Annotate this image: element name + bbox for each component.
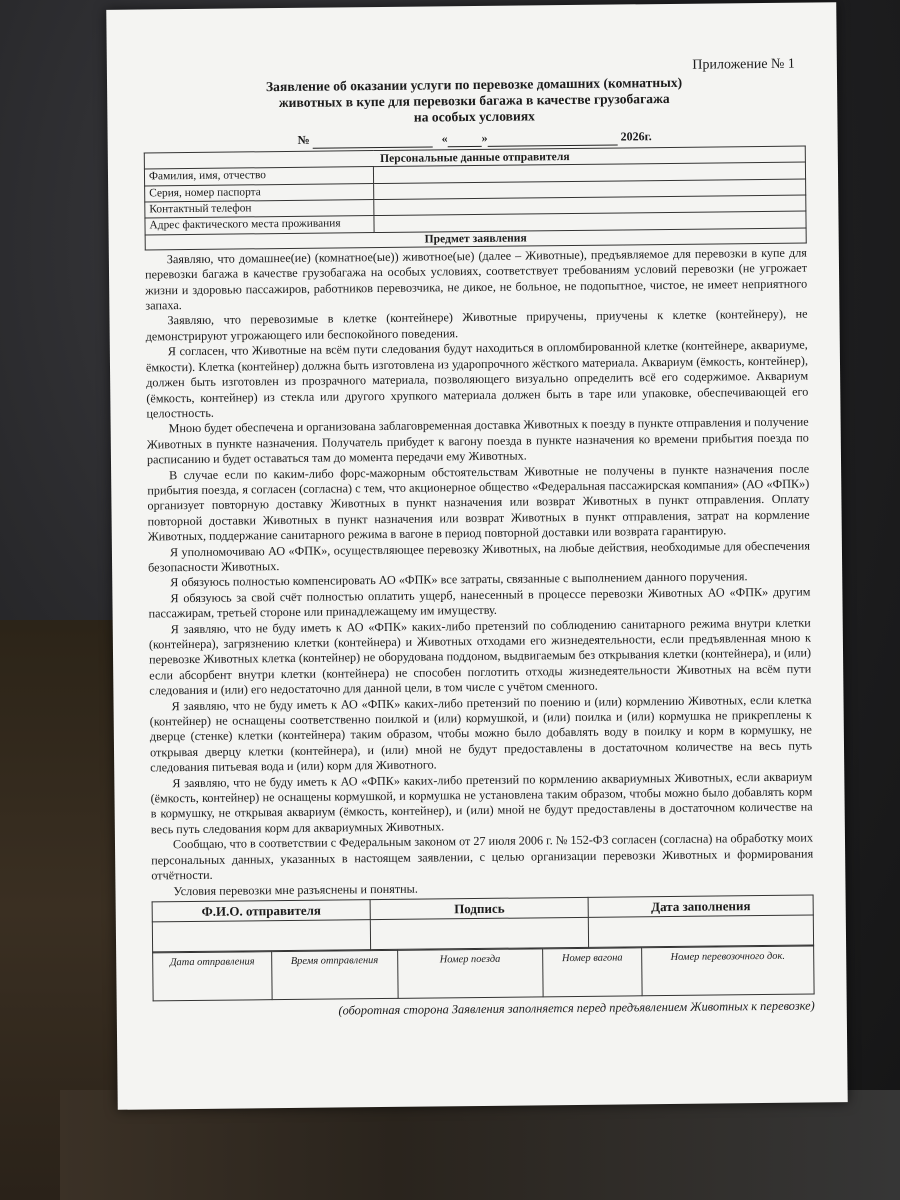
departure-time-cell[interactable] [272, 951, 398, 1000]
paragraph: Я обязуюсь полностью компенсировать АО «ФПК» все затраты, связанные с выполнением данного поручения. [170, 569, 748, 590]
fill-date-field[interactable] [589, 915, 814, 947]
paragraph: Мною будет обеспечена и организована заблаговременная доставка Животных к поезду в пункте отправления и получение Животных в пункте назначения. Получатель прибудет к вагону поезда в пункте назначения ко времени прибытия поезда по расписанию и будет оставаться там до момента передачи ему Животных. [146, 414, 809, 467]
declaration-body [145, 245, 814, 899]
subject-header: Предмет заявления [145, 228, 807, 250]
number-sign: № [297, 133, 310, 148]
day-blank[interactable] [448, 146, 482, 147]
number-blank[interactable] [313, 146, 433, 148]
title-line: животных в купе для перевозки багажа в качестве грузобагажа [278, 91, 670, 111]
paragraph: Я согласен, что Животные на всём пути следования будут находиться в опломбированной клетке (контейнере, аквариуме, ёмкости). Клетка (контейнер) должна быть изготовлена из ударопрочного жёсткого материала. Аквариум (ёмкость, контейнер), должен быть изготовлен из прозрачного материала, позволяющего визуально определить всё его содержимое. Аквариум (ёмкость, контейнер) из стекла или другого хрупкого материала должен быть в таре или упаковке, обеспечивающей его целостность. [145, 337, 809, 421]
date-close-quote: » [481, 131, 488, 146]
departure-time-label: Время отправления [290, 955, 379, 968]
departure-date-cell[interactable] [153, 952, 272, 1001]
personal-data-header: Персональные данные отправителя [144, 146, 805, 169]
paragraph: Я заявляю, что не буду иметь к АО «ФПК» каких-либо претензий по поению и (или) кормлению Животных, если клетка (контейнер) не оснащены соответственно поилкой и (или) кормушкой, и (или) поилка и (или) кормушка не прикреплены к дверце (стенке) клетки (контейнера) таким образом, чтобы можно было добавлять воду в поилку и корм в кормушку, не открывая дверцу клетки (контейнера), и (или) мной не будут предоставлены в достаточном количестве на весь путь следования питьевая вода и (или) корм для Животного. [149, 692, 813, 775]
date-open-quote: « [441, 131, 448, 146]
departure-date-label: Дата отправления [169, 956, 255, 969]
year-label: 2026г. [620, 129, 652, 144]
sender-name-header: Ф.И.О. отправителя [152, 900, 370, 923]
car-number-label: Номер вагона [561, 952, 623, 965]
paragraph: Я заявляю, что не буду иметь к АО «ФПК» каких-либо претензий по кормлению аквариумных Животных, если аквариум (ёмкость, контейнер) не оснащены кормушкой, и кормушка не установлена таким образом, чтобы можно было добавлять корм в кормушку, не открывая аквариум (ёмкость, контейнер), и (или) мной не будут предоставлены в достаточном количестве на весь путь следования корм для аквариумных Животных. [150, 769, 813, 837]
paragraph: Сообщаю, что в соответствии с Федеральным законом от 27 июля 2006 г. № 152-ФЗ согласен (согласна) на обработку моих персональных данных, указанных в настоящем заявлении, с целью организации перевозки Животных и формирования отчётности. [151, 830, 814, 883]
signature-field[interactable] [370, 918, 588, 950]
transport-doc-cell[interactable] [642, 946, 814, 996]
annex-label: Приложение № 1 [692, 56, 795, 73]
train-number-label: Номер поезда [439, 954, 501, 966]
signature-table [152, 894, 815, 952]
transport-doc-label: Номер перевозочного док. [670, 951, 785, 964]
paragraph: Условия перевозки мне разъяснены и понятны. [173, 881, 418, 898]
reverse-side-note: (оборотная сторона Заявления заполняется перед предъявлением Животных к перевозке) [338, 998, 815, 1018]
train-number-cell[interactable] [397, 949, 543, 999]
title-line: Заявление об оказании услуги по перевозке домашних (комнатных) [265, 75, 683, 95]
paragraph: Заявляю, что перевозимые в клетке (контейнере) Животные приручены, приучены к клетке (контейнеру), не демонстрируют угрожающего или беспокойного поведения. [145, 306, 808, 344]
title-line: на особых условиях [413, 108, 536, 126]
sender-name-field[interactable] [152, 920, 370, 952]
month-blank[interactable] [488, 144, 618, 146]
field-label-full-name: Фамилия, имя, отчество [144, 167, 373, 186]
personal-data-table [144, 145, 807, 235]
shipment-table [152, 946, 814, 1002]
field-label-address: Адрес фактического места проживания [145, 216, 374, 235]
document-title [143, 74, 805, 129]
paragraph: Заявляю, что домашнее(ие) (комнатное(ые)) животное(ые) (далее – Животные), предъявляемое для перевозки в купе для перевозки багажа в качестве грузобагажа на особых условиях, соответствует требованиям условий перевозки (не угрожает жизни и здоровью пассажиров, работников перевозчика, не дикое, не больное, не подопытное, чистое, не имеет неприятного запаха. [144, 245, 808, 313]
field-label-phone: Контактный телефон [145, 200, 374, 219]
signature-header: Подпись [370, 897, 588, 920]
fill-date-header: Дата заполнения [588, 895, 813, 918]
car-number-cell[interactable] [543, 948, 643, 997]
paragraph: В случае если по каким-либо форс-мажорным обстоятельствам Животные не получены в пункте назначения после прибытия поезда, я согласен (согласна) с тем, что акционерное общество «Федеральная пассажирская компания» (АО «ФПК») организует повторную доставку Животных в пункт назначения или возврат Животных в пункт отправления. Оплату повторной доставки Животных в пункт назначения или возврат Животных в пункт отправления, затрат на кормление Животных, поддержание санитарного режима в вагоне в период повторной доставки или возврата гарантирую. [147, 461, 810, 544]
application-sheet [106, 2, 847, 1110]
paragraph: Я заявляю, что не буду иметь к АО «ФПК» каких-либо претензий по соблюдению санитарного режима внутри клетки (контейнера), загрязнению клетки (контейнера) и Животных отходами его жизнедеятельности, если предъявленная мною к перевозке Животных клетка (контейнер) не оборудована поддоном, выдвигаемым без открывания клетки (контейнера), и (или) если абсорбент внутри клетки (контейнера) не способен поглотить отходы жизнедеятельности Животных на всём пути следования и (или) его недостаточно для данной цели, в том числе с учётом сменного. [148, 615, 812, 698]
field-label-passport: Серия, номер паспорта [145, 183, 374, 202]
paragraph: Я уполномочиваю АО «ФПК», осуществляющее перевозку Животных, на любые действия, необходимые для обеспечения безопасности Животных. [148, 538, 810, 575]
paragraph: Я обязуюсь за свой счёт полностью оплатить ущерб, нанесенный в процессе перевозки Животных АО «ФПК» другим пассажирам, третьей стороне или принадлежащему им имуществу. [148, 584, 811, 621]
